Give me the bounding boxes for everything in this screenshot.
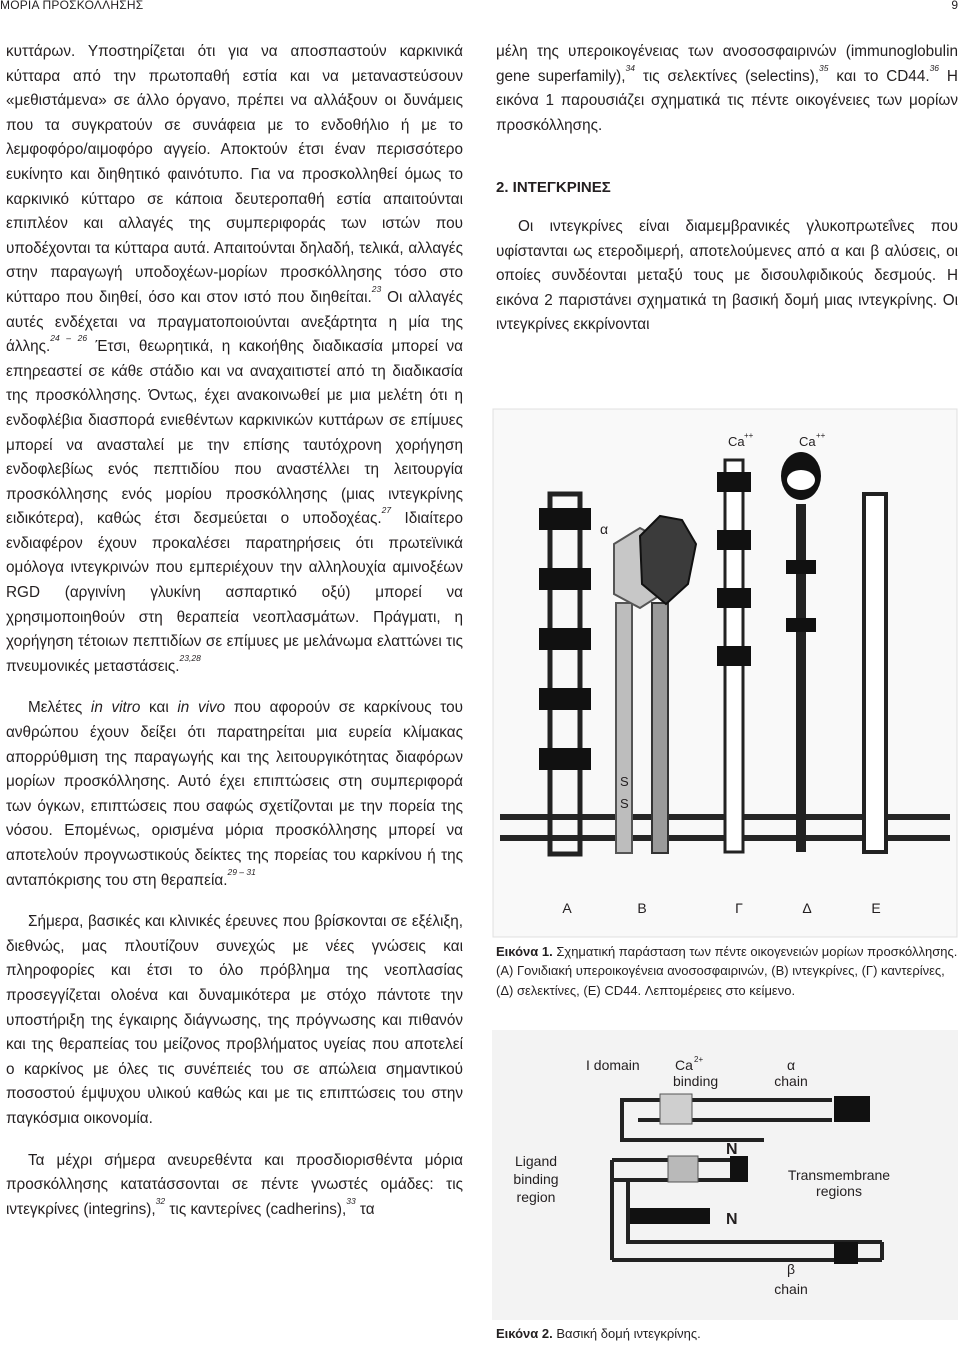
s-label-1: S xyxy=(620,774,629,789)
molecule-e-cd44 xyxy=(864,494,886,852)
paragraph: Οι ιντεγκρίνες είναι διαμεμβρανικές γλυκοπρωτεΐνες που υφίστανται ως ετεροδιμερή, αποτελούμενες από α και β αλύσεις, οι οποίες συνδέονται μεταξύ τους με δισουλφιδικούς δεσμούς. Η εικόνα 2 παριστάνει σχηματικά τη βασική δομή μιας ιντεγκρίνης. Οι ιντεγκρίνες εκκρίνονται xyxy=(496,217,958,334)
figure-2-diagram xyxy=(492,1030,958,1320)
paragraph: Τα μέχρι σήμερα ανευρεθέντα και προσδιορισθέντα μόρια προσκόλλησης κατατάσσονται σε πέντε γνωστές ομάδες: τις ιντεγκρίνες (integrins),$^{32}$ τις καντερίνες (cadherins),$^{33}$ τα xyxy=(6,1151,463,1218)
svg-text:region: region xyxy=(516,1189,556,1205)
ca-label-1: Ca xyxy=(728,434,745,449)
category-label-a: Α xyxy=(562,900,572,916)
category-label-b: Β xyxy=(637,900,647,916)
figure-1-diagram xyxy=(492,408,958,940)
reference: 27 xyxy=(381,505,392,516)
svg-text:chain: chain xyxy=(774,1281,808,1297)
ligand-binding-label: Ligand xyxy=(514,1153,558,1169)
svg-text:binding: binding xyxy=(673,1073,719,1089)
reference: 24 – 26 xyxy=(50,333,88,344)
alpha-chain-label: α xyxy=(786,1057,796,1073)
ca-label-2: Ca xyxy=(799,434,816,449)
running-title: ΜΟΡΙΑ ΠΡΟΣΚΟΛΛΗΣΗΣ xyxy=(0,0,144,12)
reference: 29 – 31 xyxy=(227,866,256,877)
n-terminus-1: N xyxy=(726,1141,738,1158)
svg-text:2+: 2+ xyxy=(694,1055,704,1064)
alpha-transmembrane-block xyxy=(834,1096,870,1122)
paragraph: Σήμερα, βασικές και κλινικές έρευνες που βρίσκονται σε εξέλιξη, διεθνώς, μας πλουτίζουν συνεχώς με νέες γνώσεις και πληροφορίες και έτσι το όλο πρόβλημα της νεοπλασίας προσεγγίζεται ολοένα και δυναμικότερα με στόχο πάντοτε την υποστήριξη της έγκαιρης διάγνωσης, της πρόγνωσης και πιθανόν και της θεραπείας του μείζονος προβλήματος υγείας που αποτελεί ο καρκίνος με όλες τις συνέπειές του σε απώλεια σημαντικού ποσοστού έμψυχου υλικού καθώς και με τις επιπτώσεις του στην παγκόσμια οικονομία. xyxy=(6,913,463,1127)
figure-2-caption: Εικόνα 2. Βασική δομή ιντεγκρίνης. xyxy=(496,1326,701,1341)
reference: 33 xyxy=(346,1195,356,1206)
reference: 34 xyxy=(625,62,635,73)
right-column xyxy=(496,40,958,338)
beta-chain-label: β xyxy=(786,1261,796,1277)
i-domain-block xyxy=(660,1094,692,1124)
left-column xyxy=(6,40,463,1222)
i-domain-label: I domain xyxy=(586,1057,640,1073)
figure-1-caption: Εικόνα 1. Σχηματική παράσταση των πέντε οικογενειών μορίων προσκόλλησης. (Α) Γονιδιακή υπεροικογένεια ανοσοσφαιρινών, (Β) ιντεγκρίνες, (Γ) καντερίνες, (Δ) σελεκτίνες, (Ε) CD44. Λεπτομέρειες στο κείμενο. xyxy=(496,944,958,998)
running-header xyxy=(0,0,960,14)
svg-text:chain: chain xyxy=(774,1073,808,1089)
category-label-c: Γ xyxy=(735,900,743,916)
svg-text:++: ++ xyxy=(816,431,826,440)
section-heading: 2. ΙΝΤΕΓΚΡΙΝΕΣ xyxy=(496,179,611,197)
reference: 35 xyxy=(819,62,829,73)
paragraph: Μελέτες in vitro και in vivo που αφορούν σε καρκίνους του ανθρώπου έχουν δείξει ότι παρατηρείται μια ευρεία κλίμακας απορρύθμιση της παραγωγής και της λειτουργικότητας διαφόρων μορίων προσκόλλησης. Αυτό έχει επιπτώσεις στη συμπεριφορά των όγκων, επιπτώσεις που σαφώς σχετίζονται με την πορεία της νόσου. Επομένως, ορισμένα μόρια προσκόλλησης μπορεί να αποτελούν προγνωστικούς δείκτες της πορείας του καρκίνου ή της ανταπόκρισης του στη θεραπεία.$^{29 - 31}$ xyxy=(6,699,464,889)
reference: 23 xyxy=(371,283,382,294)
reference: 36 xyxy=(929,62,940,73)
svg-text:binding: binding xyxy=(513,1171,559,1187)
paragraph: μέλη της υπεροικογένειας των ανοσοσφαιρινών (immunoglobulin gene superfamily),$^{34}$ τις σελεκτίνες (selectins),$^{35}$ και το CD44.36 Η εικόνα 1 παρουσιάζει σχηματικά τις πέντε οικογένειες των μορίων προσκόλλησης. xyxy=(496,43,958,134)
ca-binding-label: Ca xyxy=(675,1057,693,1073)
n-terminus-2: N xyxy=(726,1211,738,1228)
paragraph: κυττάρων. Υποστηρίζεται ότι για να αποσπαστούν καρκινικά κύτταρα από την πρωτοπαθή εστία και να μεταναστεύσουν «μεθιστάμενα» σε άλλο όργανο, πρέπει να αλλάξουν οι δυνάμεις που τα συγκρατούν σε συνάφεια με το ενδοθήλιο ή με το λεμφοφόρο/αιμοφόρο αγγείο. Αποκτούν έτσι έναν περισσότερο ευκίνητο και διηθητικό φαινότυπο. Για να προσκολληθεί όμως το καρκινικό κύτταρο σε κάποια δευτεροπαθή εστία απαιτούνται επιπλέον και αλλαγές της συμπεριφοράς των ιστών που υποδέχονται τα κύτταρα αυτά. Απαιτούνται δηλαδή, τελικά, αλλαγές στην παραγωγή υποδοχέων-μορίων προσκόλλησης τόσο στο κύτταρο που διηθεί, όσο και στον ιστό που διηθείται.$^{23}$ Οι αλλαγές αυτές ενδέχεται να πραγματοποιούνται ανεξάρτητα η μία της άλλης.$^{24 - 26}$ Έτσι, θεωρητικά, η κακοήθης διαδικασία μπορεί να επηρεαστεί σε κάθε στάδιο και να αναχαιτιστεί από τη διαδικασία της προσκόλλησης. Όντως, έχει ανακοινωθεί με μια μελέτη ότι η ενδοφλέβια διασπορά ενιεθέντων καρκινικών κυττάρων σε επίμυες μπορεί να ανασταλεί με την επίσης ταυτόχρονη χορήγηση ενδοφλεβίως ενός πεπτιδίου που αναστέλλει τη λειτουργία προσκόλλησης ενός μορίου προσκόλλησης (μιας ιντεγκρίνης ειδικότερα), καθώς έτσι δεσμεύεται ο υποδοχέας.$^{27}$ Ιδιαίτερο ενδιαφέρον έχουν προκαλέσει παρατηρήσεις ότι πρωτεϊνικά ομόλογα ιντεγκρινών που εμπεριέχουν την αλληλουχία αμινοξέων RGD (αργινίνη γλυκίνη ασπαρτικό οξύ) μπορεί να χρησιμοποιηθούν στη θεραπεία νεοπλασμάτων. Πράγματι, η χορήγηση τέτοιων πεπτιδίων σε επίμυες με μελάνωμα ελαττώνει τις πνευμονικές μεταστάσεις.$^{23,28}$ xyxy=(6,43,463,675)
reference: 23,28 xyxy=(179,652,201,663)
reference: 32 xyxy=(155,1195,166,1206)
category-label-e: Ε xyxy=(871,900,881,916)
transmembrane-label: Transmembrane xyxy=(787,1167,891,1183)
svg-text:++: ++ xyxy=(744,431,754,440)
page-number: 9 xyxy=(951,0,958,12)
svg-text:regions: regions xyxy=(816,1183,862,1199)
category-label-d: Δ xyxy=(802,900,812,916)
ca-binding-block xyxy=(668,1156,698,1182)
beta-transmembrane-block xyxy=(834,1242,858,1264)
alpha-label: α xyxy=(600,521,609,537)
s-label-2: S xyxy=(620,796,629,811)
